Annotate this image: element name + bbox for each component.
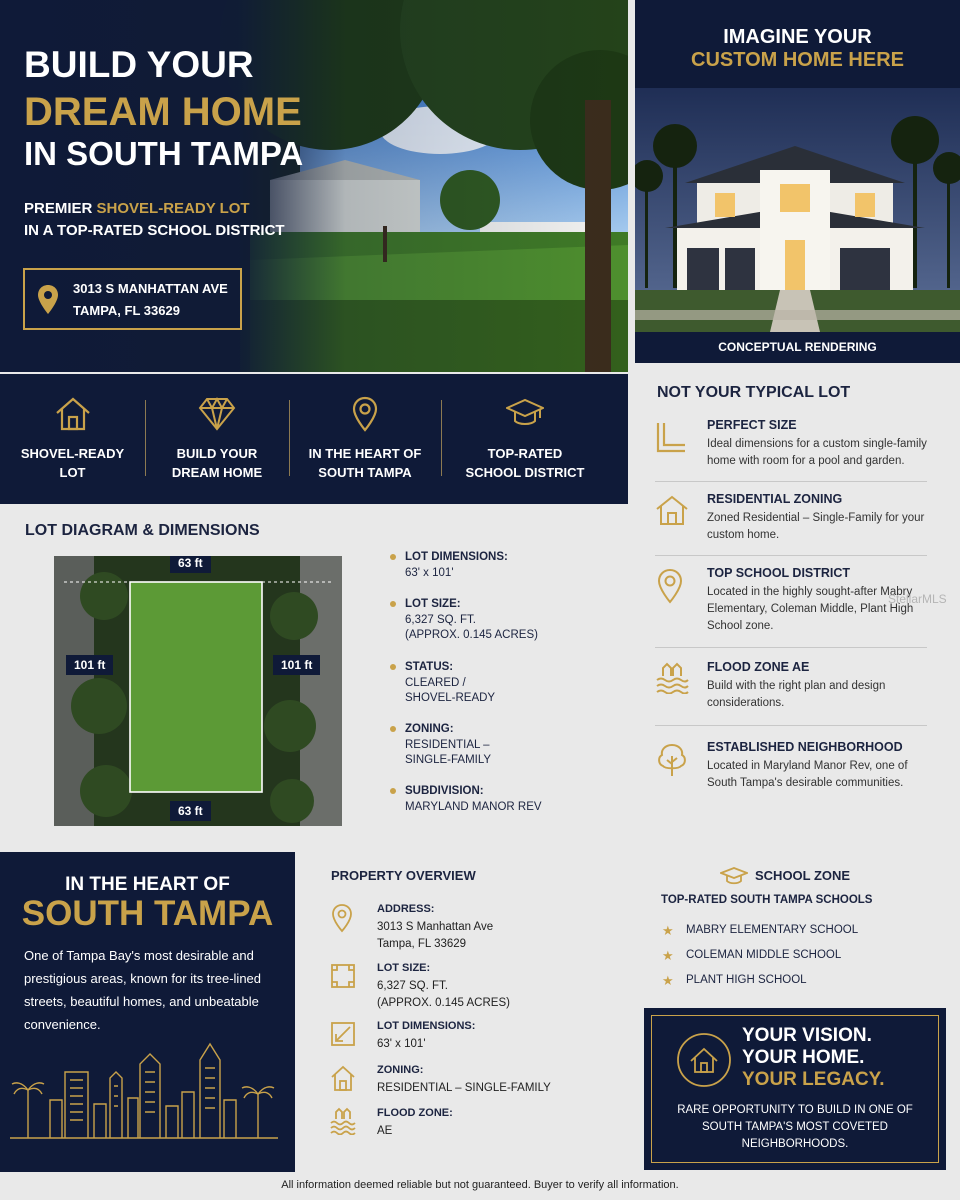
- imagine-title-line2: CUSTOM HOME HERE: [691, 49, 904, 71]
- overview-value: 6,327 SQ. FT. (APPROX. 0.145 ACRES): [377, 980, 510, 1009]
- bullet-icon: [390, 788, 396, 794]
- perk-title: ESTABLISHED NEIGHBORHOOD: [707, 740, 903, 754]
- lot-fact-value: RESIDENTIAL – SINGLE-FAMILY: [405, 739, 492, 766]
- imagine-title-line1: IMAGINE YOUR: [723, 26, 872, 48]
- overview-address: [330, 903, 600, 953]
- heart-title-line1: IN THE HEART OF: [65, 874, 230, 895]
- perk-text: Ideal dimensions for a custom single-family home with room for a pool and garden.: [707, 438, 927, 467]
- school-name: PLANT HIGH SCHOOL: [686, 974, 807, 986]
- school-zone-heading: SCHOOL ZONE: [755, 868, 851, 883]
- imagine-header: [635, 0, 960, 88]
- overview-label: FLOOD ZONE:: [377, 1107, 453, 1119]
- star-icon: ★: [662, 923, 674, 938]
- house-rendering-image: [635, 88, 960, 332]
- address-line2: TAMPA, FL 33629: [73, 303, 180, 318]
- overview-dimensions: [330, 1020, 600, 1060]
- bullet-icon: [390, 664, 396, 670]
- overview-value: 3013 S Manhattan Ave Tampa, FL 33629: [377, 921, 494, 950]
- divider: [655, 481, 927, 482]
- school-zone-subheading: TOP-RATED SOUTH TAMPA SCHOOLS: [661, 894, 873, 906]
- feature-label-line2: SCHOOL DISTRICT: [465, 465, 585, 480]
- house-icon: [54, 396, 92, 432]
- perk-residential-zoning: [655, 492, 930, 552]
- school-name: MABRY ELEMENTARY SCHOOL: [686, 924, 859, 936]
- perk-title: TOP SCHOOL DISTRICT: [707, 566, 851, 580]
- heart-of-tampa-panel: [0, 852, 295, 1172]
- hero-subtitle-prefix: PREMIER: [24, 200, 97, 217]
- feature-strip: [0, 374, 628, 504]
- mls-watermark: StellarMLS: [888, 592, 947, 606]
- feature-label-line2: LOT: [59, 465, 86, 480]
- perk-perfect-size: [655, 418, 930, 488]
- lot-fact-value: 6,327 SQ. FT. (APPROX. 0.145 ACRES): [405, 614, 538, 641]
- perk-text: Zoned Residential – Single-Family for your custom home.: [707, 512, 925, 541]
- typical-lot-title: NOT YOUR TYPICAL LOT: [657, 384, 851, 401]
- house-icon: [330, 1064, 356, 1092]
- feature-label-line1: SHOVEL-READY: [20, 446, 125, 461]
- divider: [655, 555, 927, 556]
- vision-text: RARE OPPORTUNITY TO BUILD IN ONE OF SOUTH TAMPA'S MOST COVETED NEIGHBORHOODS.: [677, 1104, 913, 1150]
- vision-line1: YOUR VISION.: [742, 1025, 872, 1046]
- graduation-cap-icon: [720, 866, 748, 886]
- diamond-icon: [198, 396, 236, 432]
- overview-lot-size: [330, 962, 600, 1012]
- bullet-icon: [390, 554, 396, 560]
- lot-fact-label: LOT DIMENSIONS:: [405, 551, 508, 563]
- bullet-icon: [390, 726, 396, 732]
- lot-fact-label: SUBDIVISION:: [405, 785, 484, 797]
- star-icon: ★: [662, 973, 674, 988]
- dimensions-icon: [330, 1020, 356, 1048]
- feature-dream-home: [145, 374, 289, 504]
- school-name: COLEMAN MIDDLE SCHOOL: [686, 949, 842, 961]
- lot-depth-right-label: 101 ft: [273, 655, 320, 675]
- lot-fact-value: 63' x 101': [405, 567, 454, 579]
- lot-width-top-label: 63 ft: [170, 556, 211, 573]
- pin-icon: [330, 903, 354, 933]
- lot-fact-value: CLEARED / SHOVEL-READY: [405, 677, 496, 704]
- house-icon: [676, 1032, 732, 1088]
- perk-title: FLOOD ZONE AE: [707, 660, 810, 674]
- star-icon: ★: [662, 948, 674, 963]
- tree-icon: [655, 742, 689, 778]
- address-line1: 3013 S MANHATTAN AVE: [73, 281, 228, 296]
- hero-subtitle-line2: IN A TOP-RATED SCHOOL DISTRICT: [24, 222, 285, 239]
- perk-title: RESIDENTIAL ZONING: [707, 492, 843, 506]
- overview-label: LOT DIMENSIONS:: [377, 1020, 476, 1032]
- hero-title-line1: BUILD YOUR: [24, 44, 254, 85]
- perk-title: PERFECT SIZE: [707, 418, 797, 432]
- overview-label: ZONING:: [377, 1064, 424, 1076]
- overview-label: ADDRESS:: [377, 903, 435, 915]
- graduation-cap-icon: [506, 396, 544, 432]
- overview-value: 63' x 101': [377, 1038, 426, 1050]
- lot-fact-value: MARYLAND MANOR REV: [405, 801, 542, 813]
- perk-text: Located in Maryland Manor Rev, one of South Tampa's desirable communities.: [707, 760, 908, 789]
- city-skyline-icon: [10, 1042, 280, 1162]
- feature-label-line2: DREAM HOME: [171, 465, 263, 480]
- perk-text: Located in the highly sought-after Mabry Elementary, Coleman Middle, Plant High School zone.: [707, 586, 914, 632]
- flood-icon: [330, 1107, 356, 1135]
- overview-label: LOT SIZE:: [377, 962, 431, 974]
- vision-line2: YOUR HOME.: [742, 1047, 865, 1068]
- lot-diagram-title: LOT DIAGRAM & DIMENSIONS: [25, 522, 260, 539]
- address-box: [23, 268, 242, 330]
- disclaimer: All information deemed reliable but not guaranteed. Buyer to verify all information.: [281, 1179, 679, 1191]
- property-overview-title: PROPERTY OVERVIEW: [331, 868, 476, 883]
- hero-subtitle-highlight: SHOVEL-READY LOT: [96, 200, 250, 217]
- overview-flood-zone: [330, 1107, 600, 1147]
- perk-text: Build with the right plan and design considerations.: [707, 680, 886, 709]
- feature-label-line2: SOUTH TAMPA: [318, 465, 412, 480]
- vision-line3: YOUR LEGACY.: [742, 1069, 885, 1090]
- house-icon: [655, 494, 689, 526]
- lot-width-bottom-label: 63 ft: [170, 801, 211, 821]
- hero-subtitle: [24, 198, 285, 242]
- divider: [655, 647, 927, 648]
- lot-aerial-diagram: [54, 556, 342, 826]
- heart-title-line2: SOUTH TAMPA: [21, 894, 274, 933]
- flood-icon: [655, 662, 689, 694]
- pin-icon: [655, 568, 685, 604]
- lot-fact-label: STATUS:: [405, 661, 454, 673]
- feature-label-line1: BUILD YOUR: [176, 446, 258, 461]
- perk-flood-zone: [655, 660, 930, 720]
- pin-icon: [37, 284, 59, 316]
- feature-label-line1: IN THE HEART OF: [308, 446, 422, 461]
- overview-zoning: [330, 1064, 600, 1104]
- feature-label-line1: TOP-RATED: [487, 446, 563, 461]
- lot-fact-label: LOT SIZE:: [405, 598, 461, 610]
- lot-size-icon: [330, 962, 356, 990]
- perk-neighborhood: [655, 740, 930, 800]
- lot-depth-left-label: 101 ft: [66, 655, 113, 675]
- hero-title-line2: DREAM HOME: [24, 90, 302, 134]
- hero-banner: [0, 0, 628, 372]
- pin-icon: [346, 396, 384, 432]
- ruler-corner-icon: [655, 420, 687, 454]
- feature-school-district: [441, 374, 609, 504]
- feature-heart-of-tampa: [289, 374, 441, 504]
- overview-value: AE: [377, 1125, 393, 1137]
- rendering-caption: CONCEPTUAL RENDERING: [635, 332, 960, 363]
- overview-value: RESIDENTIAL – SINGLE-FAMILY: [377, 1082, 551, 1094]
- lot-fact-label: ZONING:: [405, 723, 454, 735]
- hero-title-line3: IN SOUTH TAMPA: [24, 135, 304, 172]
- bullet-icon: [390, 601, 396, 607]
- feature-shovel-ready: [0, 374, 145, 504]
- heart-description: One of Tampa Bay's most desirable and prestigious areas, known for its tree-lined streets, beautiful homes, and unbeatable convenience.: [24, 948, 262, 1032]
- divider: [655, 725, 927, 726]
- vision-card: [644, 1008, 946, 1170]
